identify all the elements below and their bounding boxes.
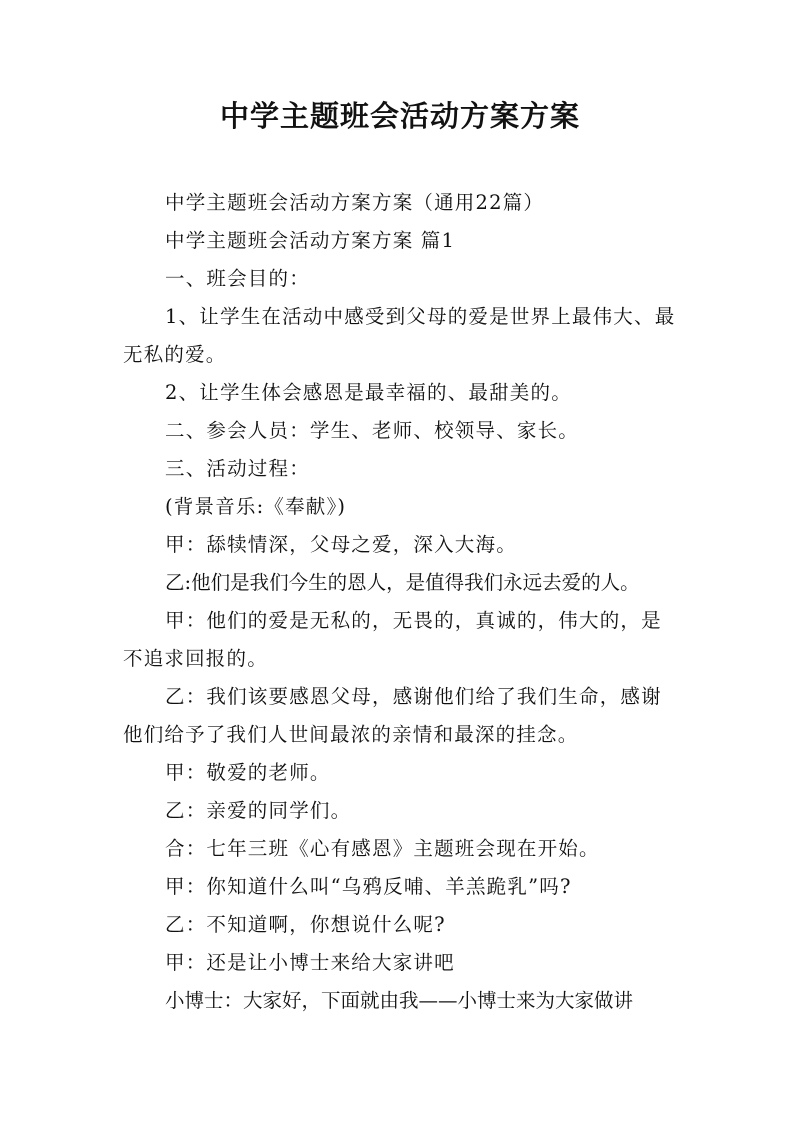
paragraph: 中学主题班会活动方案方案 篇1 (165, 229, 456, 252)
paragraph: 甲：舔犊情深，父母之爱，深入大海。 (165, 533, 517, 556)
paragraph: 乙：我们该要感恩父母，感谢他们给了我们生命，感谢他们给予了我们人世间最浓的亲情和最深的挂念。 (123, 685, 662, 746)
paragraph: 中学主题班会活动方案方案（通用22篇） (165, 191, 545, 214)
paragraph: 二、参会人员：学生、老师、校领导、家长。 (165, 419, 580, 442)
paragraph: 甲：还是让小博士来给大家讲吧 (165, 951, 455, 974)
paragraph: 小博士：大家好，下面就由我——小博士来为大家做讲 (165, 989, 634, 1012)
paragraph: 合：七年三班《心有感恩》主题班会现在开始。 (165, 837, 600, 860)
paragraph: 三、活动过程： (165, 457, 310, 480)
paragraph: 乙：不知道啊，你想说什么呢? (165, 913, 446, 936)
paragraph: 乙:他们是我们今生的恩人，是值得我们永远去爱的人。 (165, 571, 640, 594)
document-title: 中学主题班会活动方案方案 (219, 99, 580, 133)
paragraph: 乙：亲爱的同学们。 (165, 799, 352, 822)
paragraph: 甲：你知道什么叫“乌鸦反哺、羊羔跪乳”吗? (165, 875, 572, 898)
paragraph: (背景音乐:《奉献》) (165, 495, 347, 518)
document-body (123, 184, 681, 1020)
paragraph: 1、让学生在活动中感受到父母的爱是世界上最伟大、最无私的爱。 (123, 305, 676, 366)
paragraph: 甲：他们的爱是无私的，无畏的，真诚的，伟大的，是不追求回报的。 (123, 609, 662, 670)
paragraph: 甲：敬爱的老师。 (165, 761, 331, 784)
paragraph: 一、班会目的： (165, 267, 310, 290)
paragraph: 2、让学生体会感恩是最幸福的、最甜美的。 (165, 381, 572, 404)
